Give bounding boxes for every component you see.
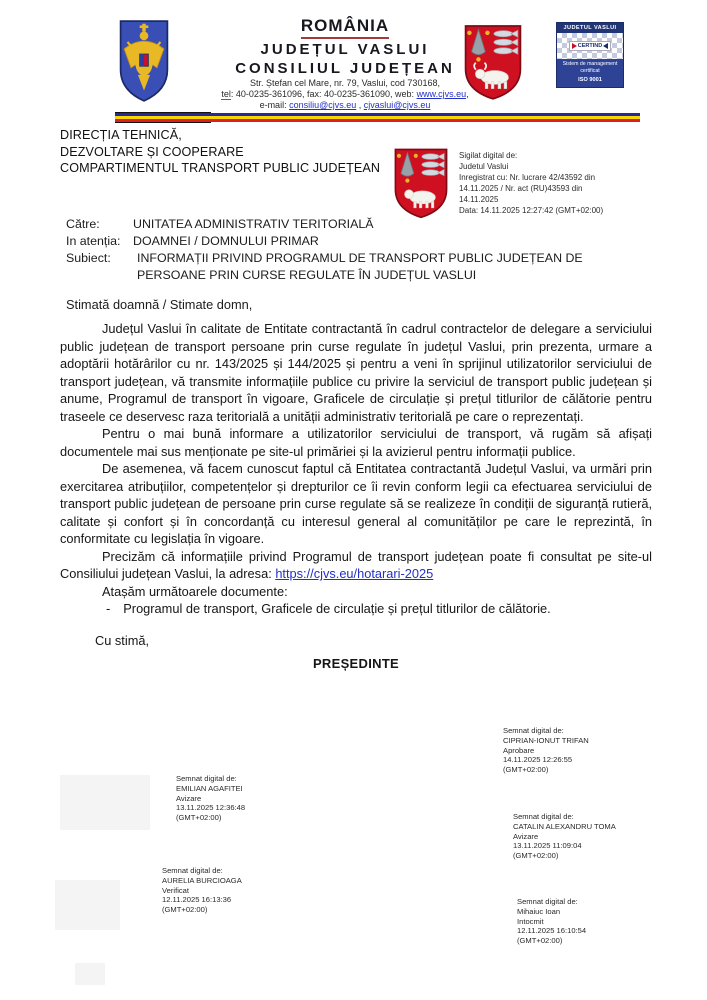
iso-certification-badge [556, 22, 624, 88]
certind-logo: CERTIND [557, 33, 623, 59]
signature-timezone: (GMT+02:00) [176, 813, 222, 823]
romania-coat-of-arms-icon [118, 15, 170, 107]
signature-timezone: (GMT+02:00) [513, 851, 559, 861]
signature-block-mihaiuc: Semnat digital de: Mihaiuc Ioan Intocmit 12.11.2025 16:10:54 (GMT+02:00) [517, 897, 587, 946]
email-line: e-mail: consiliu@cjvs.eu , cjvaslui@cjvs.eu [259, 100, 431, 110]
signature-timezone: (GMT+02:00) [517, 936, 563, 946]
department-line-2: DEZVOLTARE ȘI COOPERARE [60, 144, 244, 159]
signature-block-agafitei: Semnat digital de: EMILIAN AGAFITEI Avizare 13.11.2025 12:36:48 (GMT+02:00) [176, 774, 246, 823]
paragraph-2: Pentru o mai bună informare a utilizatorilor serviciului de transport, vă rugăm să afișați documentele mai sus menționate pe site-ul primăriei și la avizierul pentru informații publice. [60, 426, 652, 459]
to-label: Către: [66, 217, 100, 231]
signature-datetime: 13.11.2025 11:09:04 [513, 841, 582, 851]
signer-role: Aprobare [503, 745, 535, 755]
signature-timezone: (GMT+02:00) [162, 905, 208, 915]
recipient-block [66, 216, 652, 284]
paragraph-4: Precizăm că informațiile privind Programul de transport județean poate fi consultat pe site-ul Consiliului județean Vaslui, la adresa: https://cjvs.eu/hotarari-2025 [60, 548, 652, 581]
vaslui-county-crest-icon [463, 19, 523, 105]
signature-block-burcioaga: Semnat digital de: AURELIA BURCIOAGA Verificat 12.11.2025 16:13:36 (GMT+02:00) [162, 866, 242, 915]
signature-block-trifan: Semnat digital de: CIPRIAN-IONUT TRIFAN Aprobare 14.11.2025 12:26:55 (GMT+02:00) [503, 726, 589, 775]
signer-name: Mihaiuc Ioan [517, 906, 561, 916]
bullet-dash: - [106, 601, 111, 616]
president-title: PREȘEDINTE [312, 656, 400, 671]
department-line-3: COMPARTIMENTUL TRANSPORT PUBLIC JUDEȚEAN [60, 161, 381, 175]
header-title-block [185, 16, 505, 110]
hotarari-link[interactable]: https://cjvs.eu/hotarari-2025 [275, 566, 434, 581]
paragraph-3: De asemenea, vă facem cunoscut faptul că Entitatea contractantă Județul Vaslui, va urmări prin exercitarea atribuțiilor, competențelor și drepturilor ce îi revin conform legii ca efectuarea serviciului de transport public județean de persoane prin curse regulate să se realizeze în condiții de siguranță rutieră, calitate și confort și în concordanță cu interesul general al comunităților pe care le reprezintă, în conformitate cu legislația în vigoare. [60, 461, 652, 546]
email-link-1[interactable]: consiliu@cjvs.eu [289, 100, 357, 110]
signer-name: EMILIAN AGAFITEI [176, 783, 243, 793]
iso-badge-title: JUDETUL VASLUI [557, 23, 623, 33]
contact-line: tel: 40-0235-361096, fax: 40-0235-361090, web: www.cjvs.eu, [221, 89, 469, 99]
tel-label: tel [221, 89, 231, 99]
subject-label: Subiect: [66, 251, 111, 265]
country-title: ROMÂNIA [301, 16, 389, 39]
scan-artifact [60, 775, 150, 830]
signature-timezone: (GMT+02:00) [503, 765, 549, 775]
address-line: Str. Ștefan cel Mare, nr. 79, Vaslui, cod 730168, [250, 78, 440, 88]
tricolor-separator-left-cap [115, 112, 211, 123]
signature-datetime: 13.11.2025 12:36:48 [176, 803, 246, 813]
salutation: Stimată doamnă / Stimate domn, [66, 297, 253, 312]
signature-datetime: 12.11.2025 16:13:36 [162, 895, 232, 905]
subject-value: INFORMAȚII PRIVIND PROGRAMUL DE TRANSPORT PUBLIC JUDEȚEAN DE PERSOANE PRIN CURSE REGULATE ÎN JUDEȚUL VASLUI [137, 251, 583, 282]
attention-label: In atenția: [66, 234, 121, 248]
paragraph-1: Județul Vaslui în calitate de Entitate contractantă în cadrul contractelor de delegare a serviciului public județean de transport persoane prin curse regulate în județul Vaslui, prin prezenta, urmare a adoptării hotărârilor cu nr. 143/2025 și 144/2025 și pentru a veni în sprijinul utilizatorilor serviciului de transport județean, vă transmite informațiile publice cu privire la serviciul de transport public județean și anume, Programul de transport în vigoare, Graficele de circulație și prețul titlurilor de călătorie pentru traseele ce deservesc raza teritorială a unității administrativ teritorială pe care o reprezentați. [60, 321, 652, 424]
signer-role: Avizare [176, 793, 202, 803]
to-value: UNITATEA ADMINISTRATIV TERITORIALĂ [133, 217, 374, 231]
attachment-item: - Programul de transport, Graficele de circulație și prețul titlurilor de călătorie. [106, 601, 551, 616]
email-link-2[interactable]: cjvaslui@cjvs.eu [363, 100, 431, 110]
attention-value: DOAMNEI / DOMNULUI PRIMAR [133, 234, 319, 248]
iso-badge-text: Sistem de management certificat ISO 9001 [562, 61, 618, 83]
closing: Cu stimă, [95, 632, 150, 648]
signature-block-toma: Semnat digital de: CATALIN ALEXANDRU TOMA Avizare 13.11.2025 11:09:04 (GMT+02:00) [513, 812, 616, 861]
letter-body [60, 320, 652, 673]
signer-role: Intocmit [517, 916, 544, 926]
signer-name: CIPRIAN-IONUT TRIFAN [503, 735, 589, 745]
council-title: CONSILIUL JUDEȚEAN [235, 60, 455, 77]
signer-name: CATALIN ALEXANDRU TOMA [513, 821, 616, 831]
signer-role: Avizare [513, 831, 539, 841]
paragraph-5: Atașăm următoarele documente: [102, 583, 288, 599]
digital-seal-text: Sigilat digital de: Judetul Vaslui Inregistrat cu: Nr. lucrare 42/43592 din 14.11.2025 / Nr. act (RU)43593 din 14.11.2025 Data: 14.11.2025 12:27:42 (GMT+02:00) [459, 151, 604, 215]
department-line-1: DIRECȚIA TEHNICĂ, [60, 128, 182, 142]
signature-datetime: 12.11.2025 16:10:54 [517, 926, 587, 936]
signer-role: Verificat [162, 885, 190, 895]
county-title: JUDEȚUL VASLUI [260, 41, 430, 58]
arrow-blue-icon [603, 43, 608, 49]
signer-name: AURELIA BURCIOAGA [162, 875, 242, 885]
digital-seal-crest-icon [393, 146, 449, 220]
website-link[interactable]: www.cjvs.eu [416, 89, 467, 99]
scan-artifact [75, 963, 105, 985]
signature-datetime: 14.11.2025 12:26:55 [503, 755, 573, 765]
scan-artifact [55, 880, 120, 930]
department-block [60, 127, 380, 177]
arrow-red-icon [572, 43, 577, 49]
